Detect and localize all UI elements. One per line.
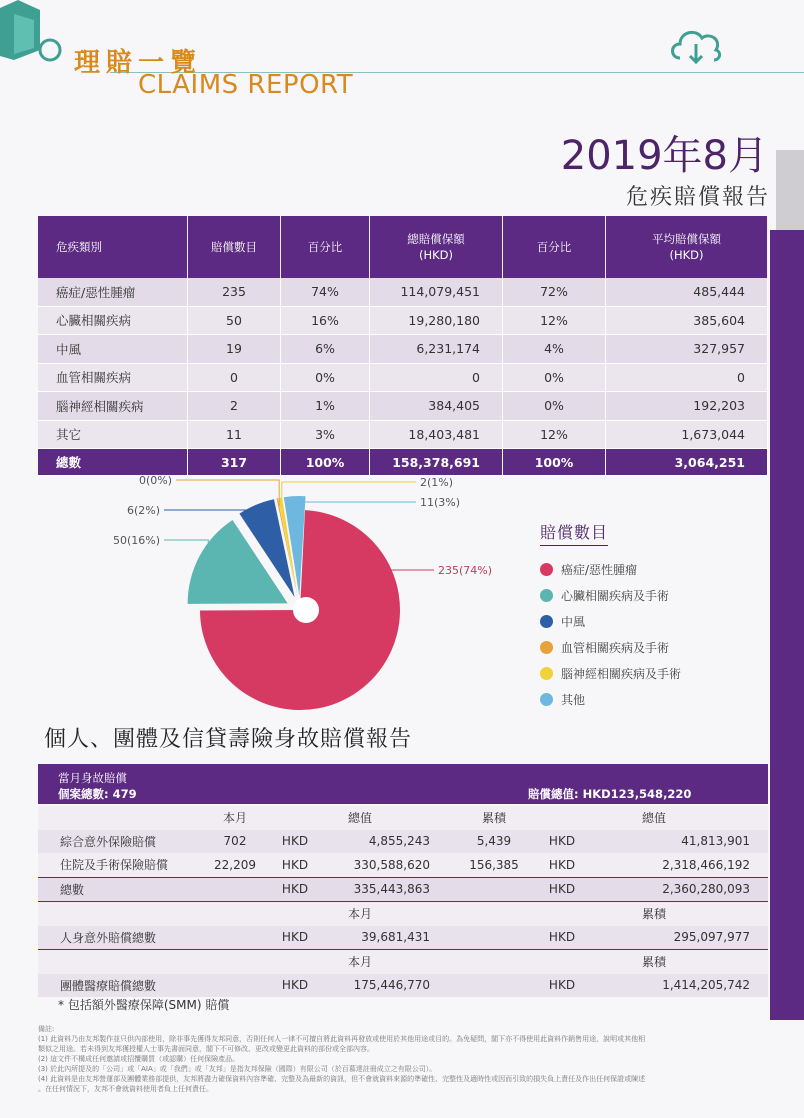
table-cell: 12% [503,420,606,449]
table-cell: 血管相關疾病 [38,363,188,392]
table-cell: 18,403,481 [370,420,503,449]
table-subheader-row: 本月 累積 [38,902,768,926]
table-cell: 11 [188,420,281,449]
table-cell: 0% [281,363,370,392]
report-date: 2019年8月 [560,133,768,179]
legend-item [540,660,760,686]
table-row [38,392,768,421]
note-line: (1) 此資料乃由友邦製作並只供內部使用，除非事先獲得友邦同意，否則任何人一律不可擅自將此資料再發放或使用於其他用途或目的。為免疑問，閣下亦不得使用此資料作銷售用途，說明或其他相 [38,1035,646,1043]
table-cell: 6% [281,335,370,364]
table-cell: 50 [188,306,281,335]
legend-label: 心臟相關疾病及手術 [561,588,670,603]
table-cell: 0 [370,363,503,392]
col-total: 總值 [272,806,448,830]
table-cell: 19,280,180 [370,306,503,335]
table-cell: 72% [503,278,606,306]
page-title-en: CLAIMS REPORT [138,70,354,100]
pie-center-hole [293,597,319,623]
table-header-row [38,216,768,278]
table-cell: 485,444 [606,278,768,306]
critical-illness-table [38,216,768,476]
page-title-cn: 理賠一覽 [74,48,203,78]
legend-swatch [540,641,553,654]
col-total2: 總值 [540,806,768,830]
table-header-row [38,806,768,830]
table-cell: 114,079,451 [370,278,503,306]
side-gray-band [776,150,804,230]
note-line: 類似之用途。若未得到友邦獲授權人士事先書面同意，閣下不可修改、更改或變更此資料的部份或全部內容。 [38,1045,374,1053]
legend-label: 腦神經相關疾病及手術 [561,666,682,681]
legend-item [540,608,760,634]
pie-data-label: 235(74%) [438,564,493,577]
legend-swatch [540,693,553,706]
table-row: 住院及手術保險賠償 22,209 HKD 330,588,620 156,385 HKD 2,318,466,192 [38,853,768,877]
table-cell: 1,673,044 [606,420,768,449]
table-row: 綜合意外保險賠償 702 HKD 4,855,243 5,439 HKD 41,813,901 [38,830,768,854]
col-header: 總賠償保額 (HKD) [370,216,503,278]
note-line: (2) 這文件不構成任何邀請或招攬購買（或認購）任何保險產品。 [38,1055,240,1063]
table-cell: 6,231,174 [370,335,503,364]
pie-data-label: 50(16%) [112,534,160,547]
table-row: 團體醫療賠償總數 HKD 175,446,770 HKD 1,414,205,742 [38,974,768,998]
table-cell: 3,064,251 [606,449,768,476]
legend-swatch [540,589,553,602]
notes-block [38,1024,768,1094]
table-cell: 158,378,691 [370,449,503,476]
legend-swatch [540,667,553,680]
legend-label: 血管相關疾病及手術 [561,640,670,655]
col-month: 本月 [198,806,272,830]
pie-leader-line [295,502,416,506]
table-cell: 384,405 [370,392,503,421]
legend-swatch [540,563,553,576]
table-subheader-row: 本月 累積 [38,950,768,974]
table-cell: 100% [503,449,606,476]
table-row [38,335,768,364]
note-line: (4) 此資料是由友邦營運部及團體業務部提供，友邦將盡力確保資料內容準確、完整及為最新的資訊，但不會就資料來源的準確性、完整性及適時性或因而引致的損失負上責任及作出任何保證或陳述 [38,1075,646,1083]
claims-pie-chart [112,470,540,740]
table-cell: 癌症/惡性腫瘤 [38,278,188,306]
legend-label: 其他 [561,692,586,707]
note-line: 。在任何情況下，友邦不會就資料使用者負上任何責任。 [38,1085,213,1093]
table-cell: 中風 [38,335,188,364]
teal-logo-icon [0,0,60,60]
table-cell: 12% [503,306,606,335]
smm-footnote: * 包括額外醫療保障(SMM) 賠償 [58,998,230,1012]
legend-title: 賠償數目 [540,520,608,546]
table-cell: 74% [281,278,370,306]
notes-title: 備註: [38,1025,55,1033]
col-header: 賠償數目 [188,216,281,278]
table-cell: 100% [281,449,370,476]
col-header: 危疾類別 [38,216,188,278]
section2-title: 個人、團體及信貸壽險身故賠償報告 [44,727,413,752]
table-cell: 2 [188,392,281,421]
pie-data-label: 0(0%) [138,474,172,487]
benefit-claims-table [38,806,768,997]
table-cell: 19 [188,335,281,364]
table-row [38,306,768,335]
note-line: (3) 於此內所提及的「公司」或「AIA」或「我們」或「友邦」是指友邦保險（國際）有限公司（於百慕達註冊成立之有限公司）。 [38,1065,437,1073]
table-cell: 腦神經相關疾病 [38,392,188,421]
table-row [38,363,768,392]
pie-data-label: 6(2%) [126,504,160,517]
table-cell: 192,203 [606,392,768,421]
death-claims-header [38,764,768,804]
legend-swatch [540,615,553,628]
table-row: 人身意外賠償總數 HKD 39,681,431 HKD 295,097,977 [38,926,768,950]
col-cumulative: 累積 [448,806,540,830]
death-head-line1: 當月身故賠償 [58,771,127,785]
table-cell: 0% [503,392,606,421]
legend-label: 癌症/惡性腫瘤 [561,562,638,577]
col-header: 平均賠償保額 (HKD) [606,216,768,278]
col-header: 百分比 [281,216,370,278]
pie-data-label: 11(3%) [420,496,461,509]
table-cell: 385,604 [606,306,768,335]
table-cell: 317 [188,449,281,476]
pie-data-label: 2(1%) [420,476,454,489]
report-subtitle: 危疾賠償報告 [625,185,770,210]
death-head-line2: 個案總數: 479 [58,787,137,801]
col-header: 百分比 [503,216,606,278]
total-row: 總數 HKD 335,443,863 HKD 2,360,280,093 [38,877,768,902]
table-cell: 16% [281,306,370,335]
table-row [38,278,768,306]
table-cell: 0% [503,363,606,392]
death-head-total: 賠償總值: HKD123,548,220 [528,787,692,801]
table-row [38,420,768,449]
table-cell: 1% [281,392,370,421]
table-cell: 3% [281,420,370,449]
side-purple-band [770,230,804,1020]
table-cell: 其它 [38,420,188,449]
cloud-download-icon[interactable] [666,22,726,66]
table-cell: 327,957 [606,335,768,364]
legend-item [540,634,760,660]
legend-item [540,556,760,582]
legend-item [540,582,760,608]
table-cell: 心臟相關疾病 [38,306,188,335]
table-cell: 總數 [38,449,188,476]
table-cell: 0 [606,363,768,392]
pie-legend [540,520,760,712]
table-cell: 4% [503,335,606,364]
table-cell: 235 [188,278,281,306]
table-cell: 0 [188,363,281,392]
legend-item [540,686,760,712]
legend-label: 中風 [561,614,586,629]
